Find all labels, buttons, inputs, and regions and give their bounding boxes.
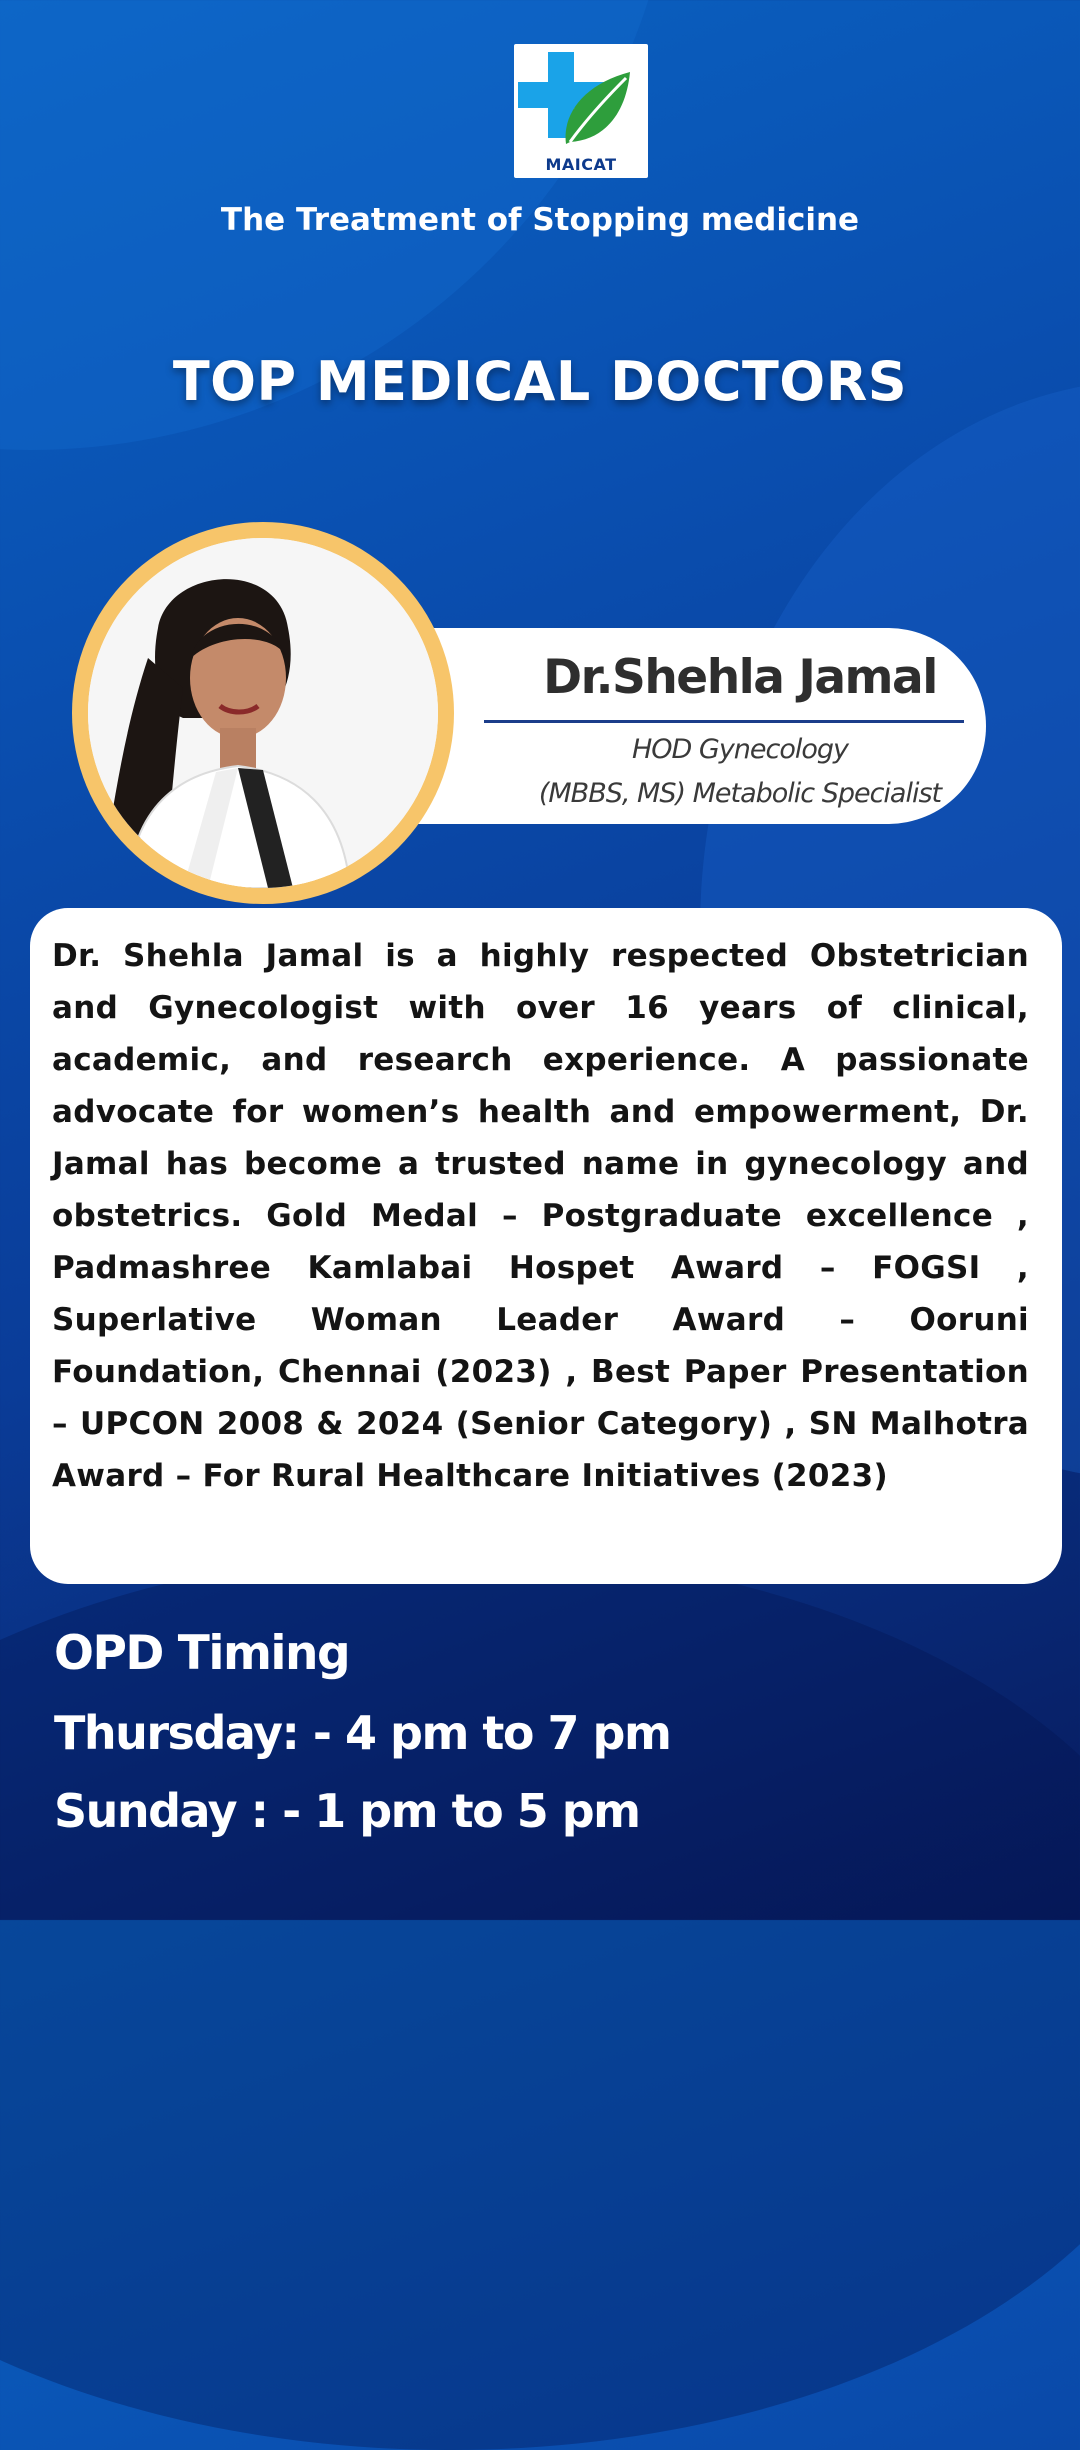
background-shape-bottom (0, 1550, 1080, 2450)
opd-timing-title: OPD Timing (54, 1626, 350, 1681)
doctor-photo (88, 538, 438, 888)
doctor-bio: Dr. Shehla Jamal is a highly respected Obstetrician and Gynecologist with over 16 years of clinical, academic, and research experience. A passionate advocate for women’s health and empowerment, Dr. Jamal has become a trusted name in gynecology and obstetrics. Gold Medal – Postgraduate excellence , Padmashree Kamlabai Hospet Award – FOGSI , Superlative Woman Leader Award – Ooruni Foundation, Chennai (2023) , Best Paper Presentation – UPCON 2008 & 2024 (Senior Category) , SN Malhotra Award – For Rural Healthcare Initiatives (2023) (52, 938, 1029, 1494)
doctor-qualification: (MBBS, MS) Metabolic Specialist (538, 778, 942, 809)
doctor-bio-card (30, 908, 1062, 1584)
brand-logo (514, 44, 648, 178)
brand-tagline: The Treatment of Stopping medicine (220, 202, 860, 238)
name-divider (484, 720, 964, 723)
logo-text: MAICAT (545, 155, 617, 174)
doctor-portrait-illustration (88, 538, 438, 888)
doctor-name: Dr.Shehla Jamal (543, 650, 937, 705)
page-headline: TOP MEDICAL DOCTORS (172, 350, 908, 413)
opd-thursday: Thursday: - 4 pm to 7 pm (54, 1706, 671, 1760)
doctor-role: HOD Gynecology (631, 734, 849, 765)
doctor-name-card (380, 628, 986, 824)
opd-sunday: Sunday : - 1 pm to 5 pm (54, 1784, 640, 1838)
